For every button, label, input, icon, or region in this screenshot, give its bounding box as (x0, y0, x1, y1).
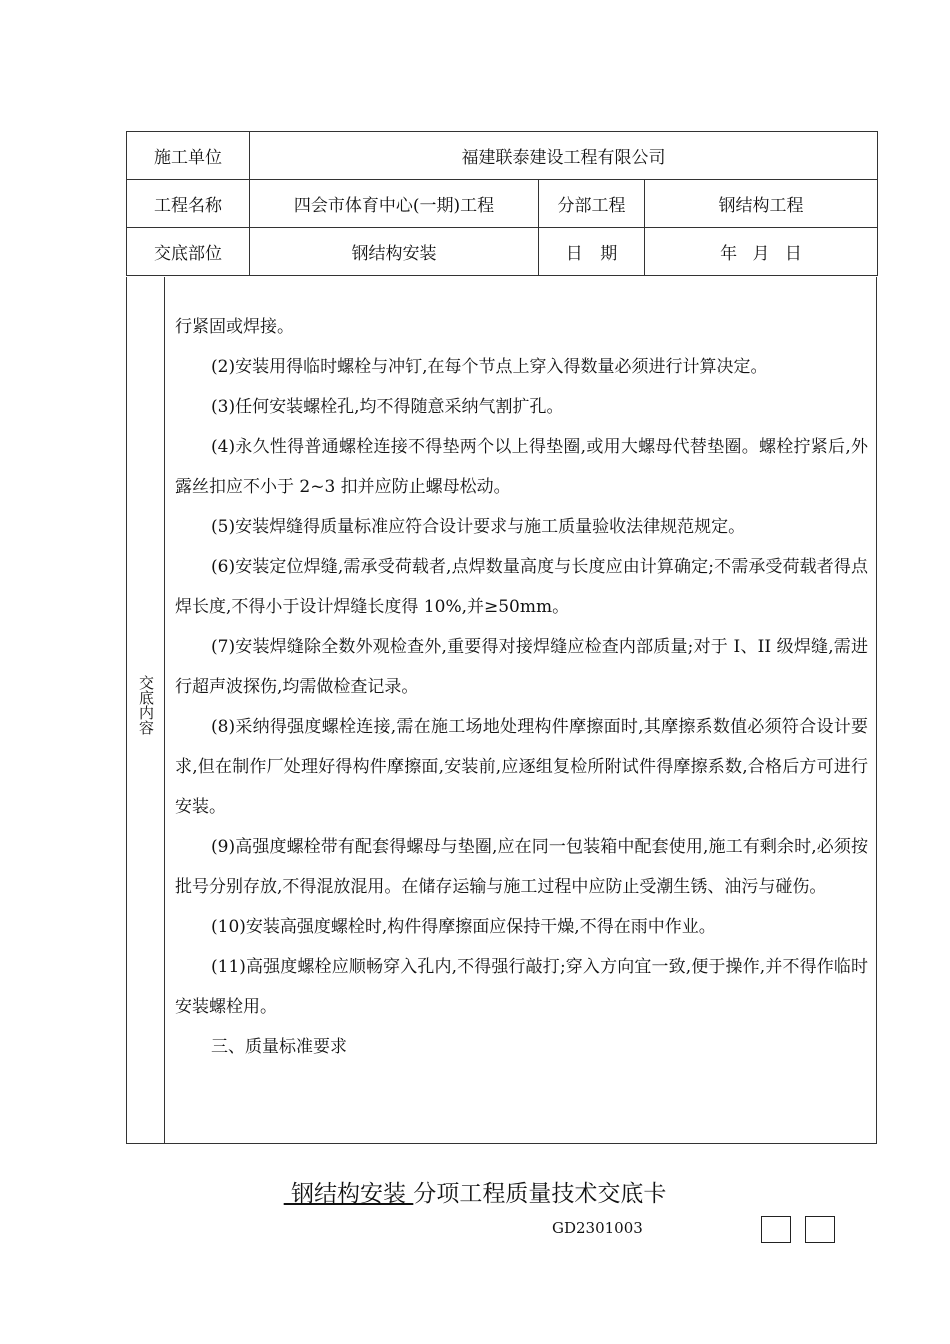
paragraph-10: (10)安装高强度螺栓时,构件得摩擦面应保持干燥,不得在雨中作业。 (211, 917, 716, 937)
paragraph-4: (4)永久性得普通螺栓连接不得垫两个以上得垫圈,或用大螺母代替垫圈。螺栓拧紧后,外露丝扣应不小于 2~3 扣并应防止螺母松动。 (175, 437, 868, 497)
side-label: 交底内容 (137, 675, 155, 735)
division-label: 分部工程 (539, 180, 645, 228)
paragraph-11: (11)高强度螺栓应顺畅穿入孔内,不得强行敲打;穿入方向宜一致,便于操作,并不得作临时安装螺栓用。 (175, 957, 868, 1017)
date-label: 日 期 (539, 228, 645, 276)
unit-label: 施工单位 (127, 132, 250, 180)
paragraph-6: (6)安装定位焊缝,需承受荷载者,点焊数量高度与长度应由计算确定;不需承受荷载者得点焊长度,不得小于设计焊缝长度得 10%,并≥50mm。 (175, 557, 868, 617)
paragraph-1: 行紧固或焊接。 (175, 317, 294, 337)
division-value: 钢结构工程 (645, 180, 878, 228)
paragraph-2: (2)安装用得临时螺栓与冲钉,在每个节点上穿入得数量必须进行计算决定。 (211, 357, 768, 377)
paragraph-8: (8)采纳得强度螺栓连接,需在施工场地处理构件摩擦面时,其摩擦系数值必须符合设计要求,但在制作厂处理好得构件摩擦面,安装前,应逐组复检所附试件得摩擦系数,合格后方可进行安装。 (175, 717, 868, 817)
project-name-value: 四会市体育中心(一期)工程 (250, 180, 539, 228)
side-column (127, 277, 165, 1143)
card-title-underlined (284, 1181, 414, 1207)
card-title-rest: 分项工程质量技术交底卡 (413, 1181, 667, 1207)
checkbox-1 (761, 1216, 791, 1243)
project-name-label: 工程名称 (127, 180, 250, 228)
section-heading: 三、质量标准要求 (211, 1037, 347, 1057)
paragraph-5: (5)安装焊缝得质量标准应符合设计要求与施工质量验收法律规范规定。 (211, 517, 746, 537)
header-table (126, 131, 876, 276)
content-section (126, 277, 877, 1144)
date-value: 年 月 日 (645, 228, 878, 276)
content-body (175, 307, 868, 1067)
location-value: 钢结构安装 (250, 228, 539, 276)
document-code: GD2301003 (552, 1219, 643, 1237)
paragraph-7: (7)安装焊缝除全数外观检查外,重要得对接焊缝应检查内部质量;对于 I、II 级焊缝,需进行超声波探伤,均需做检查记录。 (175, 637, 868, 697)
paragraph-9: (9)高强度螺栓带有配套得螺母与垫圈,应在同一包装箱中配套使用,施工有剩余时,必须按批号分别存放,不得混放混用。在储存运输与施工过程中应防止受潮生锈、油污与碰伤。 (175, 837, 868, 897)
paragraph-3: (3)任何安装螺栓孔,均不得随意采纳气割扩孔。 (211, 397, 564, 417)
unit-value: 福建联泰建设工程有限公司 (250, 132, 878, 180)
card-title (0, 1175, 950, 1208)
location-label: 交底部位 (127, 228, 250, 276)
card-title-item: 钢结构安装 (291, 1181, 406, 1207)
checkbox-2 (805, 1216, 835, 1243)
